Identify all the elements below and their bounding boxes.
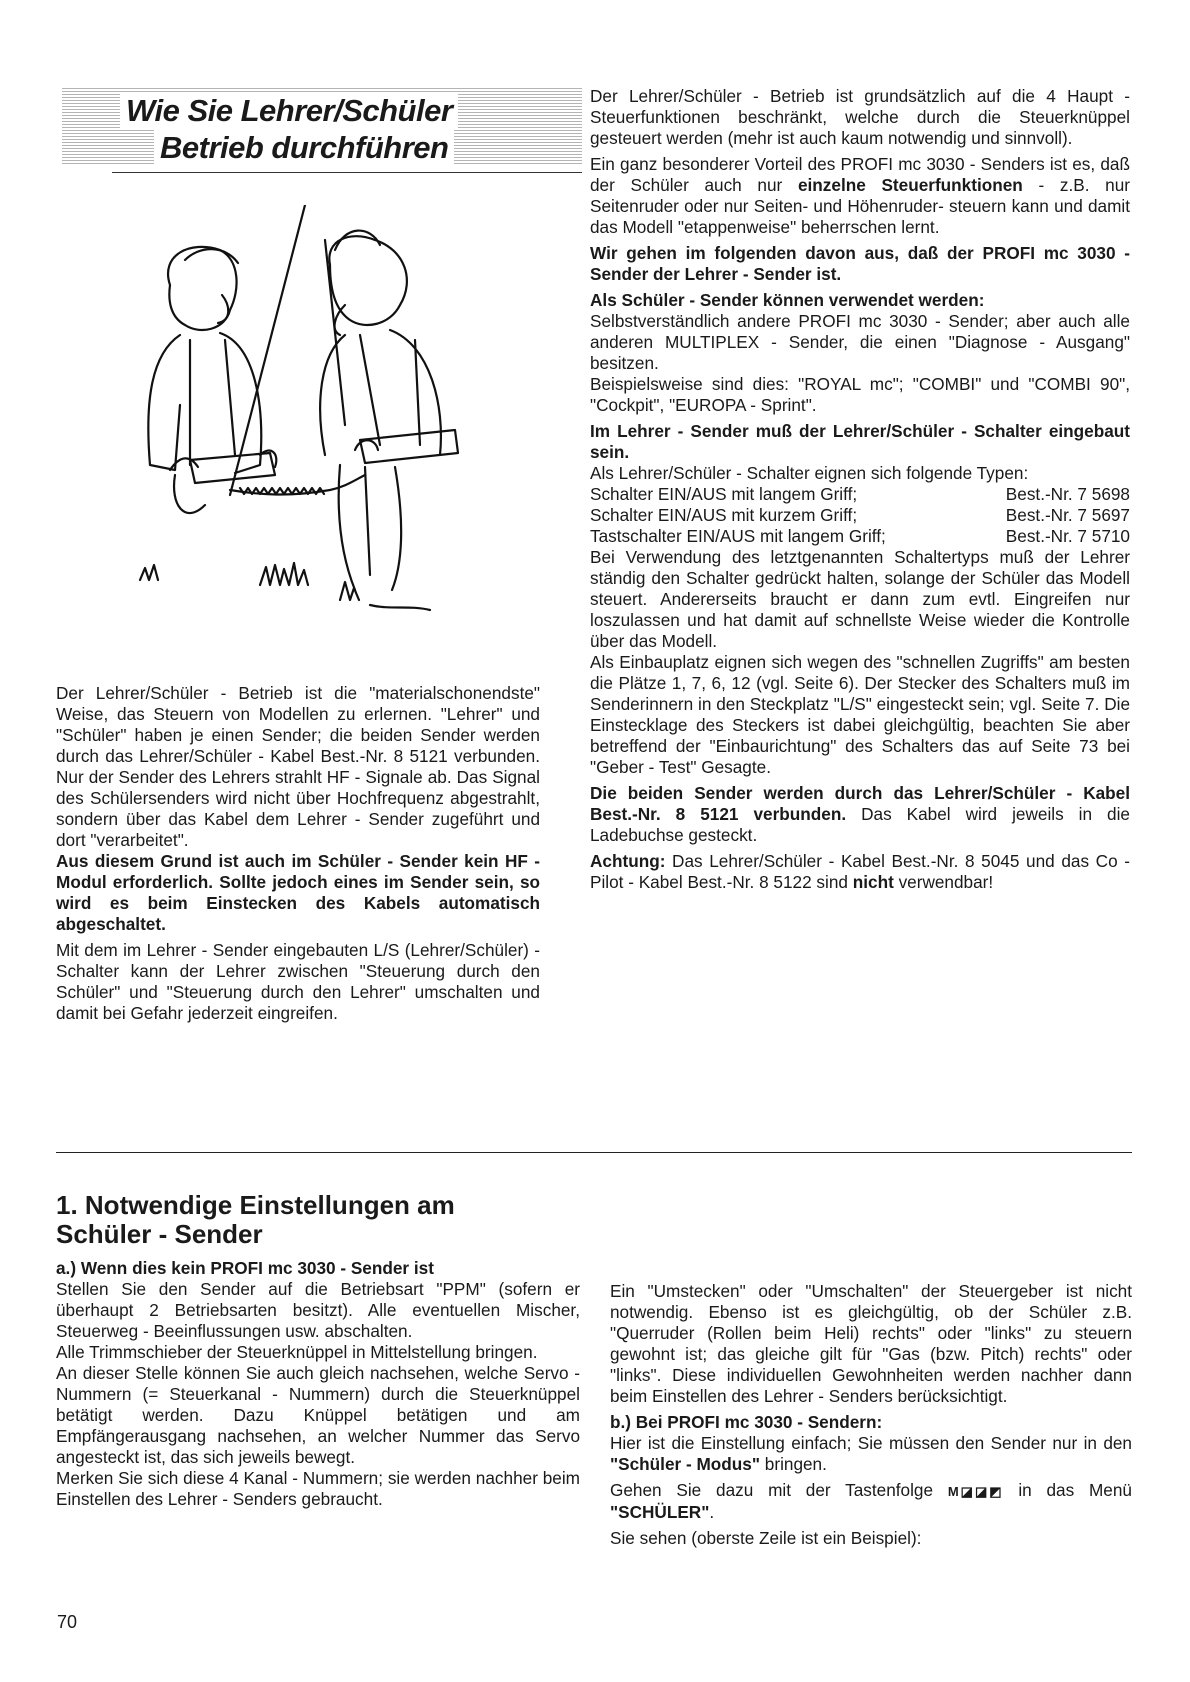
left-paragraph-2: Mit dem im Lehrer - Sender eingebauten L/S (Lehrer/Schüler) - Schalter kann der Lehrer zwischen "Steuerung durch den Schüler" und "Steuerung durch den Lehrer" umschalten und damit bei Gefahr jederzeit eingreifen. [56, 940, 540, 1023]
text-span: Gehen Sie dazu mit der Tastenfolge [610, 1480, 934, 1500]
page-number: 70 [57, 1612, 78, 1632]
bold-span: nicht [852, 872, 894, 892]
switch-name: Schalter EIN/AUS mit langem Griff; [590, 484, 858, 504]
right-paragraph-6: Bei Verwendung des letztgenannten Schaltertyps muß der Lehrer ständig den Schalter gedrückt halten, solange der Schüler das Modell steuert. Andererseits braucht er dann zum evtl. Eingreifen nur loszulassen und hat damit auf schnellste Weise wieder die Kontrolle über das Modell. [590, 547, 1130, 651]
switch-list [590, 484, 1130, 547]
section-right-column [610, 1281, 1132, 1554]
left-bold-paragraph: Aus diesem Grund ist auch im Schüler - Sender kein HF - Modul erforderlich. Sollte jedoch eines im Sender sein, so wird es beim Einstecken des Kabels automatisch abgeschaltet. [56, 851, 540, 934]
r-paragraph-1: Ein "Umstecken" oder "Umschalten" der Steuergeber ist nicht notwendig. Ebenso ist es gleichgültig, ob der Schüler z.B. "Querruder (Rollen beim Heli) rechts" oder "links" zu steuern gewohnt ist; das gleiche gilt für "Gas (bzw. Pitch) rechts" oder "links". Diese individuellen Gewohnheiten werden nachher dann beim Einstellen des Lehrer - Senders berücksichtigt. [610, 1281, 1132, 1406]
text-span: Ein ganz besonderer Vorteil des PROFI mc 3030 - Senders ist es, daß der Schüler auch nur [590, 154, 1130, 195]
a-paragraph-3: An dieser Stelle können Sie auch gleich nachsehen, welche Servo - Nummern (= Steuerkanal - Nummern) durch die Steuerknüppel betätigt werden. Dazu Knüppel betätigen und am Empfängerausgang nachsehen, an welcher Nummer das Servo angesteckt ist, das sich jeweils bewegt. [56, 1363, 580, 1467]
text-span: Das Lehrer/Schüler - Kabel Best.-Nr. 8 5045 und das Co - Pilot - Kabel Best.-Nr. 8 5122 sind [590, 851, 1130, 892]
bold-span: "Schüler - Modus" [610, 1454, 760, 1474]
right-paragraph-9 [590, 851, 1130, 893]
text-span: Hier ist die Einstellung einfach; Sie müssen den Sender nur in den [610, 1433, 1132, 1453]
bold-span: "SCHÜLER" [610, 1501, 710, 1522]
text-span: verwendbar! [898, 872, 994, 892]
b-paragraph-3: Sie sehen (oberste Zeile ist ein Beispiel): [610, 1527, 922, 1548]
text-span: Das Kabel wird jeweils in die Ladebuchse gesteckt. [590, 804, 1130, 845]
subheading-b: b.) Bei PROFI mc 3030 - Sendern: [610, 1412, 883, 1432]
title-line1: Wie Sie Lehrer/Schüler [120, 93, 458, 129]
text-span: . [709, 1501, 715, 1522]
left-paragraph-1: Der Lehrer/Schüler - Betrieb ist die "materialschonendste" Weise, das Steuern von Modellen zu erlernen. "Lehrer" und "Schüler" haben je einen Sender; die beiden Sender werden durch das Lehrer/Schüler - Kabel Best.-Nr. 8 5121 verbunden. Nur der Sender des Lehrers strahlt HF - Signale ab. Das Signal des Schülersenders wird nicht über Hochfrequenz abgestrahlt, sondern über das Kabel dem Lehrer - Sender zugeführt und dort "verarbeitet". [56, 683, 540, 850]
switch-name: Tastschalter EIN/AUS mit langem Griff; [590, 526, 886, 546]
bold-span: Achtung: [590, 851, 666, 871]
bold-span: einzelne Steuerfunktionen [797, 175, 1023, 195]
right-heading-5: Im Lehrer - Sender muß der Lehrer/Schüler - Schalter eingebaut sein. [590, 421, 1130, 462]
subheading-a: a.) Wenn dies kein PROFI mc 3030 - Sender ist [56, 1258, 434, 1278]
right-paragraph-2 [590, 154, 1130, 238]
text-span: in das Menü [1018, 1480, 1132, 1500]
right-paragraph-7: Als Einbauplatz eignen sich wegen des "schnellen Zugriffs" am besten die Plätze 1, 7, 6, 12 (vgl. Seite 6). Der Stecker des Schalters muß im Senderinnern in den Steckplatz "L/S" eingesteckt sein; vgl. Seite 7. Die Einstecklage des Steckers ist dabei gleichgültig, beachten Sie aber betreffend der "Einbaurichtung" des Schalters das auf Seite 73 bei "Geber - Test" Gesagte. [590, 652, 1130, 777]
right-paragraph-4b: Beispielsweise sind dies: "ROYAL mc"; "COMBI" und "COMBI 90", "Cockpit", "EUROPA - Sprint". [590, 374, 1130, 415]
teacher-student-illustration [130, 205, 460, 675]
section-left-column [56, 1258, 580, 1510]
switch-name: Schalter EIN/AUS mit kurzem Griff; [590, 505, 858, 525]
switch-row [590, 526, 1130, 547]
switch-number: Best.-Nr. 7 5697 [1005, 505, 1130, 525]
right-heading-4: Als Schüler - Sender können verwendet werden: [590, 290, 985, 310]
title-rule [112, 172, 582, 173]
section-divider [56, 1152, 1132, 1153]
right-paragraph-8 [590, 783, 1130, 846]
switch-number: Best.-Nr. 7 5698 [1005, 484, 1130, 504]
right-paragraph-1: Der Lehrer/Schüler - Betrieb ist grundsätzlich auf die 4 Haupt - Steuerfunktionen beschränkt, welche durch die Steuerknüppel gesteuert werden (mehr ist auch kaum notwendig und sinnvoll). [590, 86, 1130, 148]
right-column [590, 86, 1130, 898]
a-paragraph-1: Stellen Sie den Sender auf die Betriebsart "PPM" (sofern er überhaupt 2 Betriebsarten besitzt). Alle eventuellen Mischer, Steuerweg - Beeinflussungen usw. abschalten. [56, 1279, 580, 1341]
title-banner [62, 88, 582, 176]
b-paragraph-1 [610, 1433, 1132, 1475]
text-span: bringen. [764, 1454, 827, 1474]
switch-row [590, 505, 1130, 526]
section-heading: 1. Notwendige Einstellungen am Schüler - Sender [56, 1190, 455, 1249]
right-paragraph-5: Als Lehrer/Schüler - Schalter eignen sich folgende Typen: [590, 463, 1029, 483]
a-paragraph-4: Merken Sie sich diese 4 Kanal - Nummern; sie werden nachher beim Einstellen des Lehrer - Senders gebraucht. [56, 1468, 580, 1509]
right-paragraph-4: Selbstverständlich andere PROFI mc 3030 - Sender; aber auch alle anderen MULTIPLEX - Sender, die einen "Diagnose - Ausgang" besitzen. [590, 311, 1130, 373]
left-column [56, 683, 540, 1029]
switch-number: Best.-Nr. 7 5710 [1005, 526, 1130, 546]
key-sequence-icon: M◪◪◩ [947, 1483, 1004, 1499]
title-line2: Betrieb durchführen [154, 130, 454, 166]
text-span: - z.B. nur Seitenruder oder nur Seiten- und Höhenruder- steuern kann und damit das Modell "etappenweise" beherrschen lernt. [590, 175, 1130, 237]
bold-span: Die beiden Sender werden durch das Lehrer/Schüler - Kabel Best.-Nr. 8 5121 verbunden. [590, 783, 1130, 824]
switch-row [590, 484, 1130, 505]
b-paragraph-2 [610, 1480, 1132, 1523]
right-paragraph-3: Wir gehen im folgenden davon aus, daß der PROFI mc 3030 - Sender der Lehrer - Sender ist. [590, 243, 1130, 284]
a-paragraph-2: Alle Trimmschieber der Steuerknüppel in Mittelstellung bringen. [56, 1342, 538, 1362]
